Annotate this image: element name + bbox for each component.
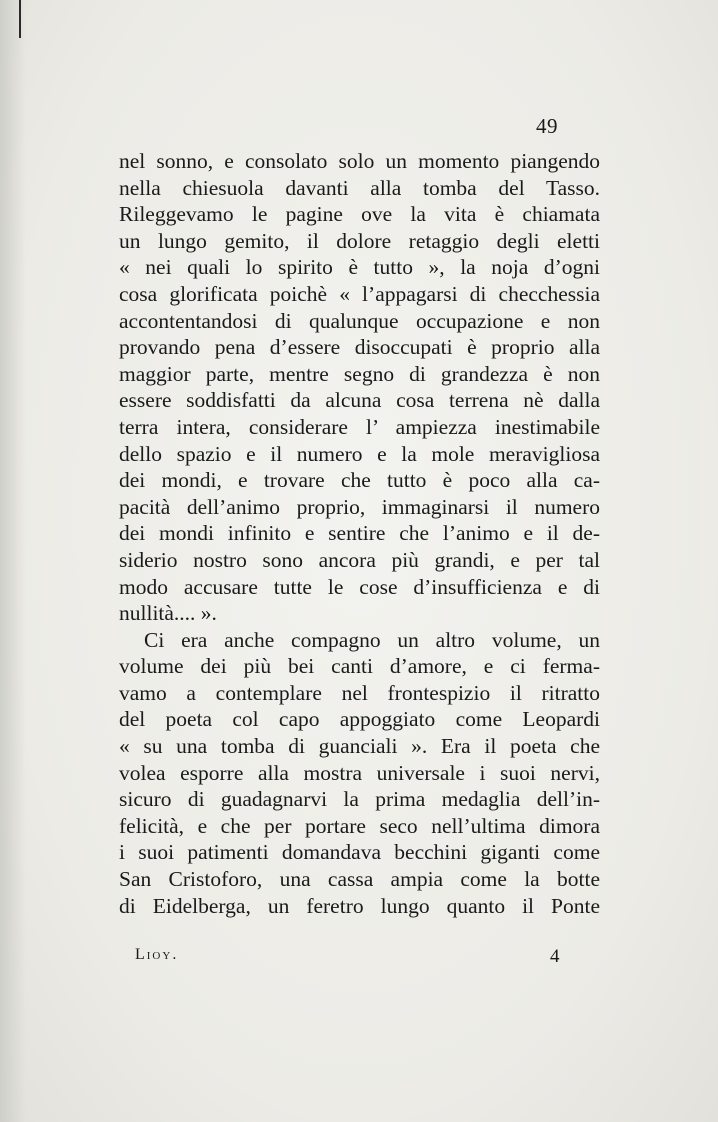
text-line: dei mondi infinito e sentire che l’animo e il de- bbox=[119, 521, 600, 546]
text-line: « su una tomba di guanciali ». Era il poeta che bbox=[119, 734, 600, 759]
text-line: felicità, e che per portare seco nell’ultima dimora bbox=[119, 813, 600, 838]
text-line: provando pena d’essere disoccupati è proprio alla bbox=[119, 335, 600, 360]
text-line: essere soddisfatti da alcuna cosa terrena nè dalla bbox=[119, 388, 600, 413]
text-line: Rileggevamo le pagine ove la vita è chiamata bbox=[119, 202, 600, 227]
binding-shadow bbox=[0, 0, 26, 1122]
margin-mark bbox=[19, 0, 21, 38]
text-line: i suoi patimenti domandava becchini giganti come bbox=[119, 840, 600, 865]
signature-mark: 4 bbox=[550, 946, 560, 967]
text-line: siderio nostro sono ancora più grandi, e per tal bbox=[119, 547, 600, 572]
text-line: di Eidelberga, un feretro lungo quanto il Ponte bbox=[119, 893, 600, 918]
text-line: pacità dell’animo proprio, immaginarsi il numero bbox=[119, 494, 600, 519]
footer-author: Lioy. bbox=[135, 946, 179, 963]
text-line: modo accusare tutte le cose d’insufficienza e di bbox=[119, 574, 600, 599]
text-line: cosa glorificata poichè « l’appagarsi di checchessia bbox=[119, 281, 600, 306]
text-line: dello spazio e il numero e la mole meravigliosa bbox=[119, 441, 600, 466]
text-line: accontentandosi di qualunque occupazione e non bbox=[119, 308, 600, 333]
body-text bbox=[119, 148, 600, 919]
text-line: dei mondi, e trovare che tutto è poco alla ca- bbox=[119, 468, 600, 493]
text-line: « nei quali lo spirito è tutto », la noja d’ogni bbox=[119, 255, 600, 280]
page-number: 49 bbox=[536, 114, 558, 138]
text-line: volea esporre alla mostra universale i suoi nervi, bbox=[119, 760, 600, 785]
text-line: Ci era anche compagno un altro volume, un bbox=[144, 627, 600, 652]
text-line: nel sonno, e consolato solo un momento piangendo bbox=[119, 149, 600, 173]
text-line: San Cristoforo, una cassa ampia come la botte bbox=[119, 867, 600, 892]
text-line: terra intera, considerare l’ ampiezza inestimabile bbox=[119, 414, 600, 439]
text-line: sicuro di guadagnarvi la prima medaglia dell’in- bbox=[119, 787, 600, 812]
text-line: un lungo gemito, il dolore retaggio degli eletti bbox=[119, 228, 600, 253]
text-line: volume dei più bei canti d’amore, e ci ferma- bbox=[119, 654, 600, 679]
text-line: nella chiesuola davanti alla tomba del Tasso. bbox=[119, 175, 600, 200]
text-line: del poeta col capo appoggiato come Leopardi bbox=[119, 707, 600, 732]
text-line: nullità.... ». bbox=[119, 601, 217, 626]
text-line: maggior parte, mentre segno di grandezza è non bbox=[119, 361, 600, 386]
text-line: vamo a contemplare nel frontespizio il ritratto bbox=[119, 680, 600, 705]
